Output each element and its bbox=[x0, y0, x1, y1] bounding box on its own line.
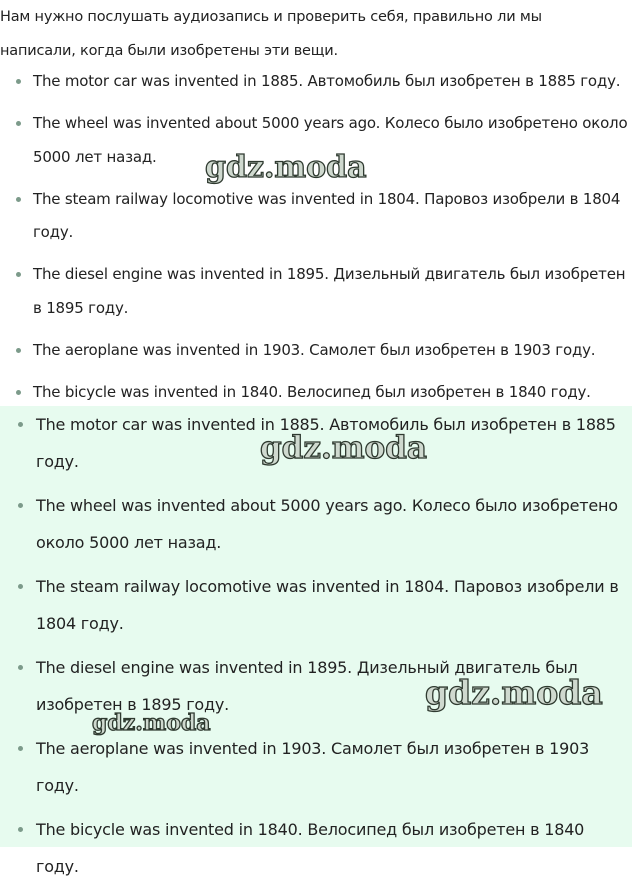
intro-line-1: Нам нужно послушать аудиозапись и проверить себя, правильно ли мы bbox=[0, 9, 542, 25]
list-item bbox=[0, 258, 632, 325]
bullet-icon bbox=[16, 197, 21, 202]
answer-list bbox=[0, 406, 632, 892]
bullet-icon bbox=[16, 79, 21, 84]
list-item-text: The aeroplane was invented in 1903. Самолет был изобретен в 1903 году. bbox=[36, 739, 590, 795]
list-item-text: The motor car was invented in 1885. Автомобиль был изобретен в 1885 году. bbox=[33, 72, 621, 90]
list-item bbox=[0, 568, 632, 642]
bullet-icon bbox=[16, 121, 21, 126]
bullet-icon bbox=[16, 390, 21, 395]
list-item-text: The steam railway locomotive was invented in 1804. Паровоз изобрели в 1804 году. bbox=[36, 577, 619, 633]
intro-text bbox=[0, 0, 632, 68]
bullet-icon bbox=[18, 665, 23, 670]
list-item bbox=[0, 406, 632, 480]
list-item-text: The wheel was invented about 5000 years ago. Колесо было изобретено около 5000 лет назад. bbox=[36, 496, 618, 552]
list-item bbox=[0, 730, 632, 804]
list-item-text: The steam railway locomotive was invented in 1804. Паровоз изобрели в 1804 году. bbox=[33, 189, 621, 241]
list-item-text: The diesel engine was invented in 1895. Дизельный двигатель был изобретен в 1895 году. bbox=[33, 265, 626, 317]
list-item-text: The bicycle was invented in 1840. Велосипед был изобретен в 1840 году. bbox=[36, 820, 585, 876]
list-item bbox=[0, 649, 632, 723]
bullet-icon bbox=[18, 503, 23, 508]
list-item-text: The aeroplane was invented in 1903. Самолет был изобретен в 1903 году. bbox=[33, 340, 596, 359]
list-item bbox=[0, 487, 632, 561]
bullet-icon bbox=[18, 746, 23, 751]
list-item bbox=[0, 183, 632, 250]
watermark: gdz.moda bbox=[260, 430, 427, 466]
list-item-text: The motor car was invented in 1885. Автомобиль был изобретен в 1885 году. bbox=[36, 415, 616, 471]
bullet-icon bbox=[18, 827, 23, 832]
bullet-icon bbox=[16, 348, 21, 353]
list-item bbox=[0, 376, 632, 410]
bullet-icon bbox=[18, 584, 23, 589]
list-item-text: The bicycle was invented in 1840. Велосипед был изобретен в 1840 году. bbox=[33, 382, 591, 401]
list-item bbox=[0, 107, 632, 174]
watermark: gdz.moda bbox=[205, 150, 367, 185]
invention-list bbox=[0, 65, 632, 418]
bullet-icon bbox=[16, 272, 21, 277]
intro-line-2: написали, когда были изобретены эти вещи. bbox=[0, 43, 338, 59]
list-item bbox=[0, 65, 632, 99]
list-item bbox=[0, 811, 632, 885]
list-item bbox=[0, 334, 632, 368]
list-item-text: The wheel was invented about 5000 years ago. Колесо было изобретено около 5000 лет назад. bbox=[33, 114, 628, 166]
watermark: gdz.moda bbox=[92, 710, 211, 736]
list-item-text: The diesel engine was invented in 1895. Дизельный двигатель был изобретен в 1895 году. bbox=[36, 658, 578, 714]
bullet-icon bbox=[18, 422, 23, 427]
watermark: gdz.moda bbox=[425, 673, 603, 712]
